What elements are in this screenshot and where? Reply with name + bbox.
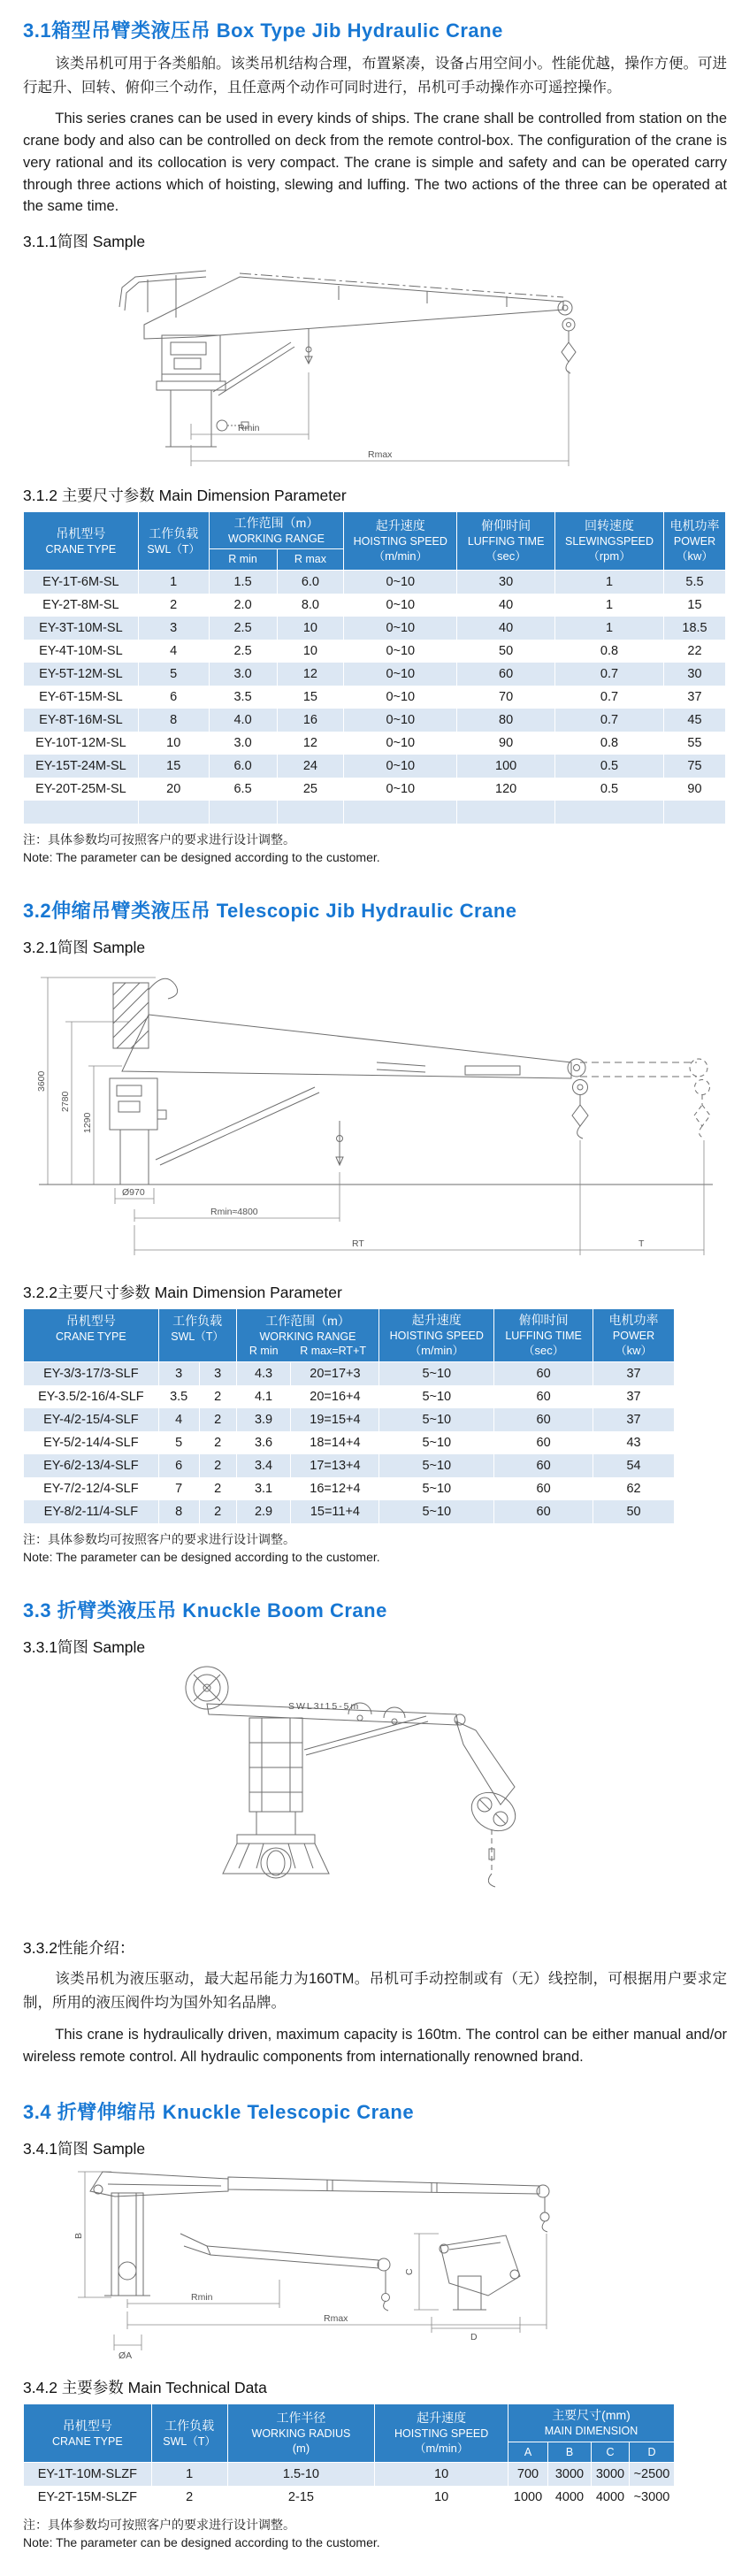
table-cell: 37 xyxy=(593,1385,675,1408)
table-cell: 2.0 xyxy=(209,594,277,617)
table-cell: 4.1 xyxy=(236,1385,291,1408)
table-cell: 2 xyxy=(151,2486,227,2509)
note-cn: 注：具体参数均可按照客户的要求进行设计调整。 xyxy=(23,1531,295,1546)
table-cell: 0~10 xyxy=(344,732,457,755)
table-row xyxy=(24,1385,675,1408)
col-header-power: 电机功率 POWER （kw） xyxy=(593,1309,675,1362)
table-cell xyxy=(277,801,344,824)
col-header-luffing-time: 俯仰时间 LUFFING TIME （sec） xyxy=(457,512,555,570)
col-header-crane-type: 吊机型号 CRANE TYPE xyxy=(24,1309,159,1362)
sample-label-3-1-1: 3.1.1简图 Sample xyxy=(23,233,146,251)
table-cell: 60 xyxy=(494,1361,593,1385)
col-header-crane-type: 吊机型号 CRANE TYPE xyxy=(24,512,139,570)
table-cell: 20 xyxy=(138,778,209,801)
table-cell: 6.0 xyxy=(209,755,277,778)
table-cell xyxy=(663,801,725,824)
table-cell: 62 xyxy=(593,1477,675,1500)
table-cell: 10 xyxy=(375,2486,508,2509)
table-cell: 30 xyxy=(457,570,555,594)
table-label-3-1-2: 3.1.2 主要尺寸参数 Main Dimension Parameter xyxy=(23,487,347,505)
table-cell: 1 xyxy=(555,570,664,594)
col-header-dim-d: D xyxy=(629,2442,674,2462)
dim-label-rmin: Rmin xyxy=(191,2292,213,2304)
col-header-dim-b: B xyxy=(548,2442,592,2462)
table-cell: 5 xyxy=(158,1431,199,1454)
table-cell: 3.4 xyxy=(236,1454,291,1477)
table-cell: EY-5T-12M-SL xyxy=(24,663,139,686)
table-cell: 16 xyxy=(277,709,344,732)
col-header-power: 电机功率 POWER （kw） xyxy=(663,512,725,570)
table-cell: EY-4T-10M-SL xyxy=(24,640,139,663)
table-cell: 55 xyxy=(663,732,725,755)
table-cell: 120 xyxy=(457,778,555,801)
table-row xyxy=(24,617,726,640)
table-cell: 37 xyxy=(593,1361,675,1385)
note-en: Note: The parameter can be designed according to the customer. xyxy=(23,1550,380,1565)
table-cell: 90 xyxy=(663,778,725,801)
table-cell: 5~10 xyxy=(379,1431,494,1454)
table-cell: ~3000 xyxy=(629,2486,674,2509)
table-cell: 25 xyxy=(277,778,344,801)
dim-label-rmin-4800: Rmin≈4800 xyxy=(210,1207,258,1218)
note-3-2 xyxy=(23,1530,727,1567)
dim-label-2780: 2780 xyxy=(60,1091,71,1113)
table-cell: 30 xyxy=(663,663,725,686)
main-dimension-table-3-1-2 xyxy=(23,511,726,823)
table-row xyxy=(24,755,726,778)
table-cell: 3 xyxy=(138,617,209,640)
table-cell: 4000 xyxy=(591,2486,629,2509)
table-cell: EY-6/2-13/4-SLF xyxy=(24,1454,159,1477)
table-cell: 60 xyxy=(494,1385,593,1408)
sample-label-3-2-1: 3.2.1简图 Sample xyxy=(23,939,146,957)
dim-label-rmin: Rmin xyxy=(238,423,260,434)
knuckle-boom-crane-diagram xyxy=(164,1663,554,1924)
note-cn: 注：具体参数均可按照客户的要求进行设计调整。 xyxy=(23,2517,295,2532)
table-cell: 60 xyxy=(494,1408,593,1431)
table-cell: 5~10 xyxy=(379,1361,494,1385)
table-cell: 8 xyxy=(138,709,209,732)
table-cell: 10 xyxy=(277,640,344,663)
table-cell: 2 xyxy=(199,1454,236,1477)
table-cell: 0~10 xyxy=(344,778,457,801)
dim-label-t: T xyxy=(638,1238,645,1250)
table-cell: 1.5 xyxy=(209,570,277,594)
col-header-hoisting-speed: 起升速度 HOISTING SPEED （m/min） xyxy=(344,512,457,570)
dim-label-d: D xyxy=(470,2332,478,2343)
table-cell: 10 xyxy=(375,2462,508,2486)
main-dimension-table-3-2-2 xyxy=(23,1308,675,1523)
table-cell: 4 xyxy=(158,1408,199,1431)
section-3-2-title: 3.2伸缩吊臂类液压吊 Telescopic Jib Hydraulic Crane xyxy=(23,900,517,923)
table-cell: 4.3 xyxy=(236,1361,291,1385)
table-row xyxy=(24,778,726,801)
table-cell: 10 xyxy=(277,617,344,640)
table-cell: 60 xyxy=(494,1477,593,1500)
table-cell: 5~10 xyxy=(379,1408,494,1431)
col-header-dim-a: A xyxy=(508,2442,548,2462)
table-cell: 1 xyxy=(151,2462,227,2486)
table-cell: 15 xyxy=(663,594,725,617)
dim-label-phi-a: ØA xyxy=(119,2350,133,2362)
table-cell: 2-15 xyxy=(227,2486,375,2509)
table-cell: 15 xyxy=(277,686,344,709)
col-header-working-range: 工作范围（m） WORKING RANGE xyxy=(209,512,344,549)
table-cell: 1.5-10 xyxy=(227,2462,375,2486)
table-row xyxy=(24,1477,675,1500)
sample-label-3-4-1: 3.4.1简图 Sample xyxy=(23,2140,146,2158)
table-cell: 20=17+3 xyxy=(291,1361,379,1385)
note-3-4 xyxy=(23,2516,727,2552)
table-cell: 75 xyxy=(663,755,725,778)
section-3-4-title: 3.4 折臂伸缩吊 Knuckle Telescopic Crane xyxy=(23,2101,415,2124)
table-cell: 43 xyxy=(593,1431,675,1454)
table-cell: 4.0 xyxy=(209,709,277,732)
dim-label-rmax: Rmax xyxy=(368,449,393,461)
table-label-3-2-2: 3.2.2主要尺寸参数 Main Dimension Parameter xyxy=(23,1284,342,1302)
table-cell: 12 xyxy=(277,663,344,686)
table-cell: 0~10 xyxy=(344,755,457,778)
col-header-rmax: R max xyxy=(277,549,344,570)
col-header-swl: 工作负载 SWL（T） xyxy=(151,2404,227,2462)
dim-label-rt: RT xyxy=(352,1238,364,1250)
table-cell: 2.5 xyxy=(209,617,277,640)
col-header-hoisting-speed: 起升速度 HOISTING SPEED （m/min） xyxy=(379,1309,494,1362)
table-cell: 3.5 xyxy=(209,686,277,709)
table-cell: 60 xyxy=(494,1454,593,1477)
table-cell: 0.5 xyxy=(555,755,664,778)
table-cell: EY-10T-12M-SL xyxy=(24,732,139,755)
table-cell: EY-8T-16M-SL xyxy=(24,709,139,732)
table-cell: 1 xyxy=(555,594,664,617)
table-cell: 7 xyxy=(158,1477,199,1500)
table-cell: EY-1T-6M-SL xyxy=(24,570,139,594)
table-cell: EY-3.5/2-16/4-SLF xyxy=(24,1385,159,1408)
table-cell: 0~10 xyxy=(344,594,457,617)
table-cell: 8.0 xyxy=(277,594,344,617)
table-row xyxy=(24,1361,675,1385)
table-cell: 0~10 xyxy=(344,663,457,686)
col-header-crane-type: 吊机型号 CRANE TYPE xyxy=(24,2404,152,2462)
table-cell: 17=13+4 xyxy=(291,1454,379,1477)
table-cell: 6.0 xyxy=(277,570,344,594)
section-3-3-paragraph-cn: 该类吊机为液压驱动，最大起吊能力为160TM。吊机可手动控制或有（无）线控制，可根据用户要求定制，所用的液压阀件均为国外知名品牌。 xyxy=(23,1971,727,2012)
table-cell: 60 xyxy=(457,663,555,686)
table-row xyxy=(24,1500,675,1523)
table-cell: EY-20T-25M-SL xyxy=(24,778,139,801)
table-row xyxy=(24,594,726,617)
table-cell: 0.8 xyxy=(555,640,664,663)
section-3-1-paragraph-en: This series cranes can be used in every kinds of ships. The crane shall be controlled from station on the crane body and also can be controlled on deck from the remote control-box. The configuration of the crane is very rational and its collocation is very compact. The crane is simple and safety and can be operated carry through three actions which of hoisting, slewing and luffing. The two actions of the three can be operated at the same time. xyxy=(23,111,727,215)
main-technical-data-table-3-4-2 xyxy=(23,2404,675,2508)
section-3-1-title: 3.1箱型吊臂类液压吊 Box Type Jib Hydraulic Crane xyxy=(23,19,503,42)
table-cell: 3.0 xyxy=(209,732,277,755)
table-cell: EY-3/3-17/3-SLF xyxy=(24,1361,159,1385)
table-cell: 70 xyxy=(457,686,555,709)
table-cell: 50 xyxy=(457,640,555,663)
note-cn: 注：具体参数均可按照客户的要求进行设计调整。 xyxy=(23,832,295,847)
table-row xyxy=(24,640,726,663)
telescopic-jib-crane-diagram xyxy=(23,963,722,1269)
table-cell: 40 xyxy=(457,617,555,640)
table-cell: 2 xyxy=(199,1385,236,1408)
table-cell: 3.1 xyxy=(236,1477,291,1500)
table-cell: 3 xyxy=(199,1361,236,1385)
table-row xyxy=(24,1454,675,1477)
section-3-3-paragraph-en: This crane is hydraulically driven, maximum capacity is 160tm. The control can be either manual and/or wireless remote control. All hydraulic components from internationally renowned brand. xyxy=(23,2026,727,2065)
table-cell xyxy=(555,801,664,824)
col-header-luffing-time: 俯仰时间 LUFFING TIME （sec） xyxy=(494,1309,593,1362)
table-row xyxy=(24,2462,675,2486)
table-cell: EY-6T-15M-SL xyxy=(24,686,139,709)
table-cell: 3.6 xyxy=(236,1431,291,1454)
table-cell: 80 xyxy=(457,709,555,732)
table-row xyxy=(24,709,726,732)
table-cell: 5~10 xyxy=(379,1477,494,1500)
table-cell: 90 xyxy=(457,732,555,755)
table-cell: 60 xyxy=(494,1500,593,1523)
table-cell: 0~10 xyxy=(344,617,457,640)
performance-label-3-3-2: 3.3.2性能介绍： xyxy=(23,1939,135,1958)
note-en: Note: The parameter can be designed according to the customer. xyxy=(23,849,380,864)
table-cell: 10 xyxy=(138,732,209,755)
table-cell: 0.5 xyxy=(555,778,664,801)
table-cell: 3.9 xyxy=(236,1408,291,1431)
table-cell: 2 xyxy=(199,1408,236,1431)
knuckle-telescopic-crane-diagram xyxy=(23,2165,704,2364)
table-cell: 6.5 xyxy=(209,778,277,801)
table-cell: EY-4/2-15/4-SLF xyxy=(24,1408,159,1431)
table-cell: 100 xyxy=(457,755,555,778)
table-cell: 37 xyxy=(663,686,725,709)
table-cell: 0.7 xyxy=(555,663,664,686)
table-cell: 0.7 xyxy=(555,686,664,709)
table-row xyxy=(24,2486,675,2509)
table-row xyxy=(24,686,726,709)
table-cell: 40 xyxy=(457,594,555,617)
table-row xyxy=(24,570,726,594)
col-header-swl: 工作负载 SWL（T） xyxy=(158,1309,236,1362)
table-cell: EY-5/2-14/4-SLF xyxy=(24,1431,159,1454)
table-cell xyxy=(209,801,277,824)
table-row xyxy=(24,1431,675,1454)
table-row xyxy=(24,801,726,824)
col-header-swl: 工作负载 SWL（T） xyxy=(138,512,209,570)
table-cell xyxy=(344,801,457,824)
table-cell: 3000 xyxy=(591,2462,629,2486)
table-cell: EY-3T-10M-SL xyxy=(24,617,139,640)
table-cell: 1 xyxy=(555,617,664,640)
table-cell: 50 xyxy=(593,1500,675,1523)
table-cell: 22 xyxy=(663,640,725,663)
note-3-1 xyxy=(23,831,727,867)
table-cell: 4 xyxy=(138,640,209,663)
table-cell: 5~10 xyxy=(379,1385,494,1408)
table-cell: 2 xyxy=(138,594,209,617)
table-cell: 37 xyxy=(593,1408,675,1431)
section-3-1-paragraph-cn: 该类吊机可用于各类船舶。该类吊机结构合理，布置紧凑，设备占用空间小。性能优越，操作方便。可进行起升、回转、俯仰三个动作，且任意两个动作可同时进行，吊机可手动操作亦可遥控操作。 xyxy=(23,56,727,96)
table-cell: 3 xyxy=(158,1361,199,1385)
table-cell: 2 xyxy=(199,1500,236,1523)
table-cell: 1000 xyxy=(508,2486,548,2509)
table-cell: EY-8/2-11/4-SLF xyxy=(24,1500,159,1523)
table-cell: EY-7/2-12/4-SLF xyxy=(24,1477,159,1500)
table-cell: 60 xyxy=(494,1431,593,1454)
dim-label-3600: 3600 xyxy=(36,1070,47,1092)
table-cell: 5 xyxy=(138,663,209,686)
table-row xyxy=(24,1408,675,1431)
sample-label-3-3-1: 3.3.1简图 Sample xyxy=(23,1638,146,1657)
table-cell: ~2500 xyxy=(629,2462,674,2486)
note-en: Note: The parameter can be designed according to the customer. xyxy=(23,2535,380,2550)
diagram-swl-label: SWL3t15-5m xyxy=(288,1701,361,1713)
table-cell: 0~10 xyxy=(344,570,457,594)
table-row xyxy=(24,732,726,755)
table-cell: 2.9 xyxy=(236,1500,291,1523)
table-cell: EY-2T-8M-SL xyxy=(24,594,139,617)
table-cell: 16=12+4 xyxy=(291,1477,379,1500)
table-cell: 3.0 xyxy=(209,663,277,686)
table-cell: 6 xyxy=(158,1454,199,1477)
dim-label-rmax: Rmax xyxy=(324,2313,348,2325)
table-cell: 12 xyxy=(277,732,344,755)
table-cell: 3000 xyxy=(548,2462,592,2486)
section-3-3-title: 3.3 折臂类液压吊 Knuckle Boom Crane xyxy=(23,1599,387,1622)
table-cell xyxy=(138,801,209,824)
col-header-dim-c: C xyxy=(591,2442,629,2462)
table-cell: 15=11+4 xyxy=(291,1500,379,1523)
table-label-3-4-2: 3.4.2 主要参数 Main Technical Data xyxy=(23,2379,267,2397)
table-cell: EY-1T-10M-SLZF xyxy=(24,2462,152,2486)
col-header-main-dimension: 主要尺寸(mm) MAIN DIMENSION xyxy=(508,2404,675,2442)
table-cell: 0~10 xyxy=(344,640,457,663)
table-cell: 1 xyxy=(138,570,209,594)
table-cell: 3.5 xyxy=(158,1385,199,1408)
table-cell: 0~10 xyxy=(344,686,457,709)
dim-label-b: B xyxy=(73,2233,84,2240)
table-cell: 0.7 xyxy=(555,709,664,732)
col-header-slewing-speed: 回转速度 SLEWINGSPEED （rpm） xyxy=(555,512,664,570)
table-cell: EY-15T-24M-SL xyxy=(24,755,139,778)
table-cell: 15 xyxy=(138,755,209,778)
table-cell: 5.5 xyxy=(663,570,725,594)
table-cell: 700 xyxy=(508,2462,548,2486)
table-cell: 2.5 xyxy=(209,640,277,663)
table-cell: 5~10 xyxy=(379,1454,494,1477)
table-cell: 2 xyxy=(199,1431,236,1454)
table-cell xyxy=(24,801,139,824)
col-header-working-radius: 工作半径 WORKING RADIUS (m) xyxy=(227,2404,375,2462)
dim-label-970: Ø970 xyxy=(122,1187,145,1199)
col-header-working-range: 工作范围（m） WORKING RANGE R min R max=RT+T xyxy=(236,1309,379,1362)
table-cell: 6 xyxy=(138,686,209,709)
col-header-hoisting-speed: 起升速度 HOISTING SPEED （m/min） xyxy=(375,2404,508,2462)
table-cell: 4000 xyxy=(548,2486,592,2509)
table-cell: 8 xyxy=(158,1500,199,1523)
table-cell: 24 xyxy=(277,755,344,778)
table-cell: 0.8 xyxy=(555,732,664,755)
table-cell: 54 xyxy=(593,1454,675,1477)
table-cell: 18.5 xyxy=(663,617,725,640)
dim-label-1290: 1290 xyxy=(82,1112,93,1134)
table-row xyxy=(24,663,726,686)
dim-label-c: C xyxy=(404,2268,415,2276)
table-cell: 19=15+4 xyxy=(291,1408,379,1431)
table-cell xyxy=(457,801,555,824)
box-jib-crane-diagram xyxy=(107,257,638,472)
table-cell: 18=14+4 xyxy=(291,1431,379,1454)
table-cell: 20=16+4 xyxy=(291,1385,379,1408)
table-cell: 5~10 xyxy=(379,1500,494,1523)
table-cell: 45 xyxy=(663,709,725,732)
table-cell: 2 xyxy=(199,1477,236,1500)
table-cell: EY-2T-15M-SLZF xyxy=(24,2486,152,2509)
table-cell: 0~10 xyxy=(344,709,457,732)
col-header-rmin: R min xyxy=(209,549,277,570)
